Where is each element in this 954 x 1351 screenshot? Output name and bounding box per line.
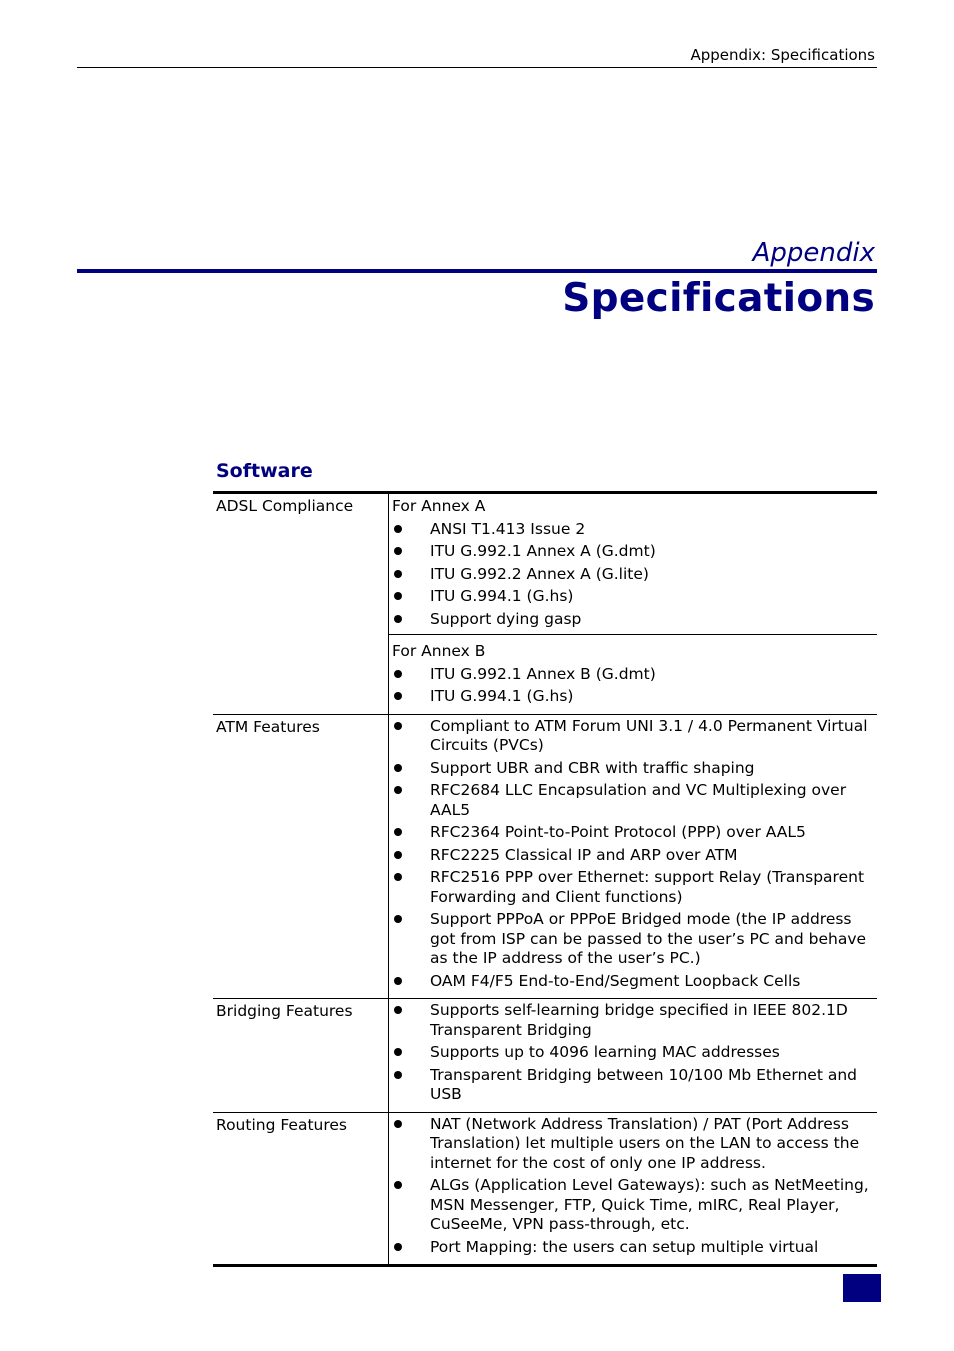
list-item-text: OAM F4/F5 End-to-End/Segment Loopback Cells	[430, 971, 801, 990]
bullet-icon	[394, 764, 402, 772]
list-item	[392, 542, 871, 562]
table-row	[213, 999, 877, 1113]
list-item-text: Port Mapping: the users can setup multiple virtual	[430, 1237, 819, 1256]
bullet-icon	[394, 525, 402, 533]
list-item-text: Supports up to 4096 learning MAC addresses	[430, 1043, 780, 1061]
bullet-list	[392, 717, 871, 992]
list-item	[392, 823, 871, 843]
list-item-text: ITU G.994.1 (G.hs)	[430, 587, 574, 605]
title-rule	[77, 269, 877, 273]
list-item-text: Transparent Bridging between 10/100 Mb Ethernet and USB	[430, 1065, 857, 1103]
list-item-text: ALGs (Application Level Gateways): such as NetMeeting, MSN Messenger, FTP, Quick Time, mIRC, Real Player, CuSeeMe, VPN pass-through, etc.	[430, 1176, 869, 1233]
list-item-text: Support PPPoA or PPPoE Bridged mode (the IP address got from ISP can be passed to the user’s PC and behave as the IP address of the user’s PC.)	[430, 910, 867, 967]
bullet-icon	[394, 692, 402, 700]
bullet-icon	[394, 1243, 402, 1251]
content-block	[392, 1001, 871, 1110]
list-item	[392, 1115, 871, 1174]
bullet-list	[392, 1001, 871, 1105]
bullet-icon	[394, 851, 402, 859]
row-content	[389, 714, 878, 999]
bullet-list	[392, 1115, 871, 1258]
bullet-icon	[394, 722, 402, 730]
list-item-text: ANSI T1.413 Issue 2	[430, 519, 586, 538]
row-label: ADSL Compliance	[213, 493, 389, 715]
list-item-text: ITU G.992.1 Annex B (G.dmt)	[430, 664, 656, 683]
list-item	[392, 687, 871, 707]
row-content	[389, 493, 878, 715]
block-heading: For Annex B	[392, 642, 486, 660]
table-row	[213, 1112, 877, 1266]
list-item	[392, 781, 871, 820]
list-item	[392, 520, 871, 540]
content-block	[392, 497, 871, 634]
list-item-text: Support UBR and CBR with traffic shaping	[430, 758, 755, 777]
bullet-icon	[394, 828, 402, 836]
list-item	[392, 717, 871, 756]
list-item-text: Compliant to ATM Forum UNI 3.1 / 4.0 Permanent Virtual Circuits (PVCs)	[430, 716, 868, 754]
header-rule	[77, 67, 877, 68]
list-item	[392, 610, 871, 630]
page-tab	[843, 1274, 881, 1302]
content-block	[389, 634, 877, 712]
bullet-icon	[394, 1181, 402, 1189]
bullet-icon	[394, 977, 402, 985]
list-item	[392, 846, 871, 866]
row-label: Routing Features	[213, 1112, 389, 1266]
bullet-icon	[394, 1120, 402, 1128]
list-item	[392, 587, 871, 607]
content-block	[392, 717, 871, 997]
bullet-icon	[394, 873, 402, 881]
bullet-icon	[394, 786, 402, 794]
running-header: Appendix: Specifications	[690, 46, 875, 64]
list-item-text: Support dying gasp	[430, 609, 582, 628]
content-block	[392, 1115, 871, 1263]
list-item-text: RFC2225 Classical IP and ARP over ATM	[430, 845, 738, 864]
table-row	[213, 493, 877, 715]
bullet-icon	[394, 670, 402, 678]
bullet-icon	[394, 915, 402, 923]
row-label: ATM Features	[213, 714, 389, 999]
bullet-icon	[394, 1048, 402, 1056]
list-item-text: ITU G.992.1 Annex A (G.dmt)	[430, 542, 656, 560]
list-item-text: ITU G.992.2 Annex A (G.lite)	[430, 564, 649, 583]
list-item	[392, 868, 871, 907]
bullet-icon	[394, 1071, 402, 1079]
bullet-list	[392, 665, 871, 707]
list-item	[392, 565, 871, 585]
bullet-icon	[394, 592, 402, 600]
row-content	[389, 999, 878, 1113]
bullet-icon	[394, 570, 402, 578]
list-item-text: Supports self-learning bridge specified in IEEE 802.1D Transparent Bridging	[430, 1001, 848, 1039]
list-item	[392, 665, 871, 685]
section-heading: Software	[216, 460, 313, 482]
bullet-icon	[394, 1006, 402, 1014]
list-item-text: NAT (Network Address Translation) / PAT (Port Address Translation) let multiple users on the LAN to access the internet for the cost of only one IP address.	[430, 1114, 860, 1172]
list-item-text: RFC2364 Point-to-Point Protocol (PPP) over AAL5	[430, 823, 806, 841]
list-item	[392, 1001, 871, 1040]
row-content	[389, 1112, 878, 1266]
list-item	[392, 972, 871, 992]
appendix-label: Appendix	[752, 238, 875, 268]
list-item-text: RFC2684 LLC Encapsulation and VC Multiplexing over AAL5	[430, 781, 847, 819]
page-title: Specifications	[562, 276, 875, 321]
list-item	[392, 759, 871, 779]
bullet-icon	[394, 547, 402, 555]
list-item	[392, 1043, 871, 1063]
row-label: Bridging Features	[213, 999, 389, 1113]
spec-table-body	[213, 493, 877, 1266]
list-item-text: RFC2516 PPP over Ethernet: support Relay (Transparent Forwarding and Client functions)	[430, 868, 865, 906]
bullet-list	[392, 520, 871, 630]
spec-table	[213, 491, 877, 1267]
list-item	[392, 910, 871, 969]
list-item	[392, 1238, 871, 1258]
list-item	[392, 1066, 871, 1105]
bullet-icon	[394, 615, 402, 623]
block-heading: For Annex A	[392, 497, 486, 515]
table-row	[213, 714, 877, 999]
list-item-text: ITU G.994.1 (G.hs)	[430, 687, 574, 705]
list-item	[392, 1176, 871, 1235]
